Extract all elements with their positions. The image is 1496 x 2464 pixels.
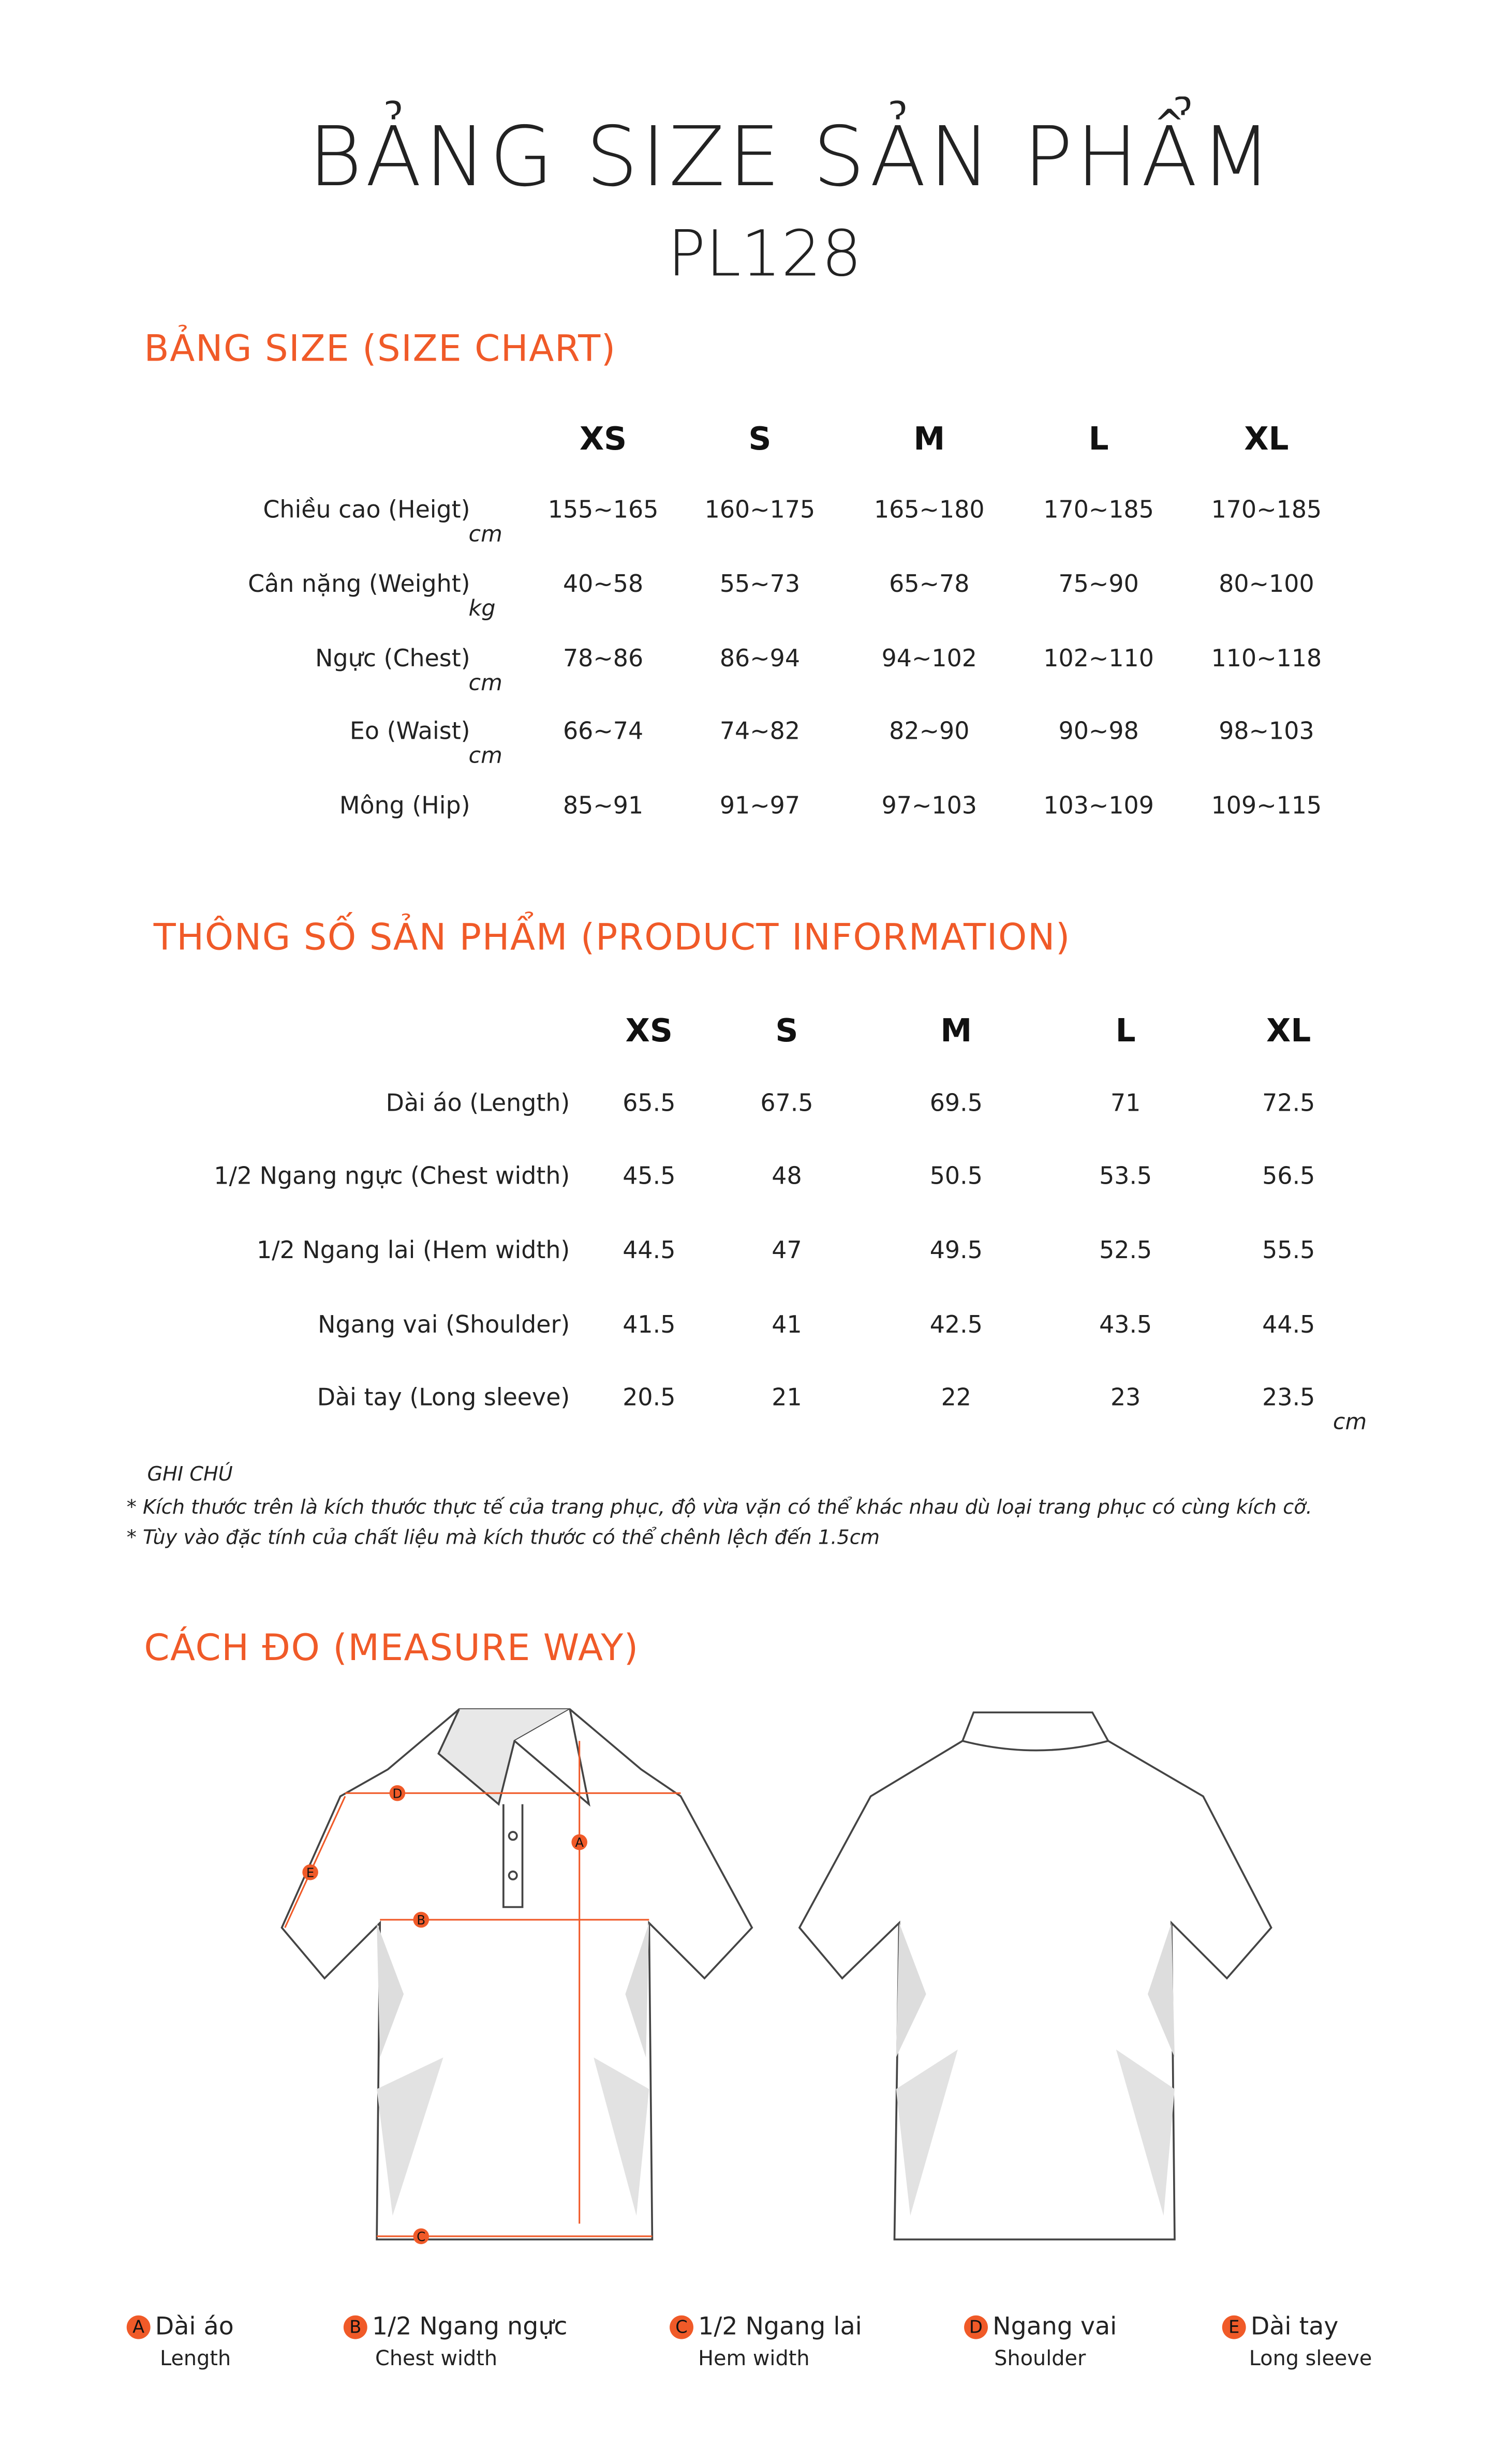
- legend-badge: C: [670, 2316, 693, 2339]
- size-header-m: M: [940, 1011, 972, 1050]
- row-unit: cm: [468, 743, 502, 769]
- table-cell: 20.5: [623, 1383, 676, 1412]
- table-cell: 155~165: [547, 495, 659, 524]
- table-cell: 85~91: [562, 791, 644, 820]
- table-cell: 55~73: [719, 570, 801, 599]
- svg-text:D: D: [392, 1786, 403, 1801]
- table-cell: 170~185: [1043, 495, 1154, 524]
- legend-item-d: [964, 2312, 1117, 2341]
- table-cell: 97~103: [881, 791, 977, 820]
- table-cell: 103~109: [1043, 791, 1154, 820]
- table-cell: 40~58: [562, 570, 644, 599]
- row-label: Chiều cao (Heigt): [263, 495, 470, 524]
- row-label: Dài tay (Long sleeve): [317, 1383, 570, 1412]
- table-cell: 22: [941, 1383, 972, 1412]
- svg-text:E: E: [306, 1865, 315, 1880]
- note-line: * Kích thước trên là kích thước thực tế của trang phục, độ vừa vặn có thể khác nhau dù loại trang phục có cùng kích cỡ.: [126, 1495, 1312, 1519]
- table-cell: 65.5: [623, 1088, 676, 1117]
- table-cell: 53.5: [1099, 1161, 1152, 1190]
- table-cell: 56.5: [1262, 1161, 1315, 1190]
- row-label: Ngực (Chest): [315, 644, 470, 673]
- back-shirt-illustration: [799, 1712, 1271, 2239]
- table-cell: 43.5: [1099, 1310, 1152, 1339]
- table-cell: 98~103: [1219, 716, 1314, 745]
- table-cell: 50.5: [929, 1161, 983, 1190]
- row-label: Ngang vai (Shoulder): [318, 1310, 570, 1339]
- size-header-l: L: [1115, 1011, 1136, 1050]
- table-cell: 44.5: [1262, 1310, 1315, 1339]
- svg-text:B: B: [417, 1913, 426, 1928]
- size-header-xl: XL: [1266, 1011, 1311, 1050]
- legend-item-c: [670, 2312, 862, 2341]
- product-info-unit: cm: [1332, 1410, 1367, 1436]
- table-cell: 44.5: [623, 1236, 676, 1265]
- table-cell: 23: [1110, 1383, 1141, 1412]
- svg-text:C: C: [417, 2229, 426, 2244]
- row-label: 1/2 Ngang ngực (Chest width): [214, 1161, 570, 1190]
- legend-label: 1/2 Ngang ngực: [372, 2312, 568, 2341]
- row-label: Eo (Waist): [349, 716, 470, 745]
- table-cell: 82~90: [889, 716, 970, 745]
- table-cell: 102~110: [1043, 644, 1154, 673]
- row-label: 1/2 Ngang lai (Hem width): [256, 1236, 570, 1265]
- legend-badge: A: [127, 2316, 151, 2339]
- size-header-m: M: [913, 419, 945, 458]
- legend-label: Dài áo: [155, 2312, 234, 2341]
- table-cell: 74~82: [719, 716, 801, 745]
- table-cell: 165~180: [873, 495, 985, 524]
- row-unit: cm: [468, 522, 502, 548]
- table-cell: 65~78: [889, 570, 970, 599]
- row-label: Dài áo (Length): [386, 1088, 570, 1117]
- note-line: * Tùy vào đặc tính của chất liệu mà kích thước có thể chênh lệch đến 1.5cm: [126, 1525, 880, 1549]
- legend-badge: B: [344, 2316, 367, 2339]
- legend-sublabel: Length: [159, 2348, 231, 2372]
- legend-item-b: [344, 2312, 568, 2341]
- size-header-xs: XS: [579, 419, 627, 458]
- table-cell: 91~97: [719, 791, 801, 820]
- size-chart-heading: BẢNG SIZE (SIZE CHART): [144, 329, 616, 370]
- page-title: BẢNG SIZE SẢN PHẨM: [308, 111, 1275, 206]
- front-shirt-illustration: [282, 1709, 752, 2239]
- table-cell: 23.5: [1262, 1383, 1315, 1412]
- legend-label: Dài tay: [1250, 2312, 1339, 2341]
- legend-item-a: [127, 2312, 234, 2341]
- legend-sublabel: Chest width: [375, 2348, 498, 2372]
- legend-badge: D: [964, 2316, 988, 2339]
- legend-badge: E: [1222, 2316, 1246, 2339]
- svg-text:A: A: [575, 1835, 584, 1850]
- table-cell: 41: [772, 1310, 802, 1339]
- notes-heading: GHI CHÚ: [147, 1461, 233, 1486]
- legend-sublabel: Hem width: [698, 2348, 810, 2372]
- legend-sublabel: Shoulder: [994, 2348, 1086, 2372]
- table-cell: 71: [1110, 1088, 1141, 1117]
- table-cell: 110~118: [1211, 644, 1322, 673]
- legend-label: Ngang vai: [993, 2312, 1117, 2341]
- table-cell: 42.5: [929, 1310, 983, 1339]
- table-cell: 90~98: [1058, 716, 1139, 745]
- table-cell: 67.5: [760, 1088, 813, 1117]
- table-cell: 66~74: [562, 716, 644, 745]
- product-code: PL128: [667, 218, 862, 291]
- row-unit: kg: [468, 596, 496, 622]
- row-unit: cm: [468, 671, 502, 697]
- size-header-xl: XL: [1244, 419, 1289, 458]
- table-cell: 52.5: [1099, 1236, 1152, 1265]
- table-cell: 160~175: [704, 495, 816, 524]
- legend-label: 1/2 Ngang lai: [698, 2312, 862, 2341]
- table-cell: 49.5: [929, 1236, 983, 1265]
- row-label: Cân nặng (Weight): [248, 570, 470, 599]
- size-header-l: L: [1088, 419, 1109, 458]
- table-cell: 55.5: [1262, 1236, 1315, 1265]
- table-cell: 78~86: [562, 644, 644, 673]
- measure-heading: CÁCH ĐO (MEASURE WAY): [144, 1629, 639, 1670]
- table-cell: 94~102: [881, 644, 977, 673]
- legend-item-e: [1222, 2312, 1339, 2341]
- size-header-s: S: [748, 419, 772, 458]
- legend-sublabel: Long sleeve: [1249, 2348, 1372, 2372]
- table-cell: 41.5: [623, 1310, 676, 1339]
- table-cell: 109~115: [1211, 791, 1322, 820]
- table-cell: 47: [772, 1236, 802, 1265]
- product-info-heading: THÔNG SỐ SẢN PHẨM (PRODUCT INFORMATION): [153, 918, 1071, 959]
- table-cell: 75~90: [1058, 570, 1139, 599]
- table-cell: 45.5: [623, 1161, 676, 1190]
- table-cell: 86~94: [719, 644, 801, 673]
- size-header-s: S: [775, 1011, 798, 1050]
- table-cell: 72.5: [1262, 1088, 1315, 1117]
- table-cell: 170~185: [1211, 495, 1322, 524]
- table-cell: 21: [772, 1383, 802, 1412]
- table-cell: 69.5: [929, 1088, 983, 1117]
- size-header-xs: XS: [625, 1011, 673, 1050]
- table-cell: 80~100: [1219, 570, 1314, 599]
- table-cell: 48: [772, 1161, 802, 1190]
- row-label: Mông (Hip): [339, 791, 470, 820]
